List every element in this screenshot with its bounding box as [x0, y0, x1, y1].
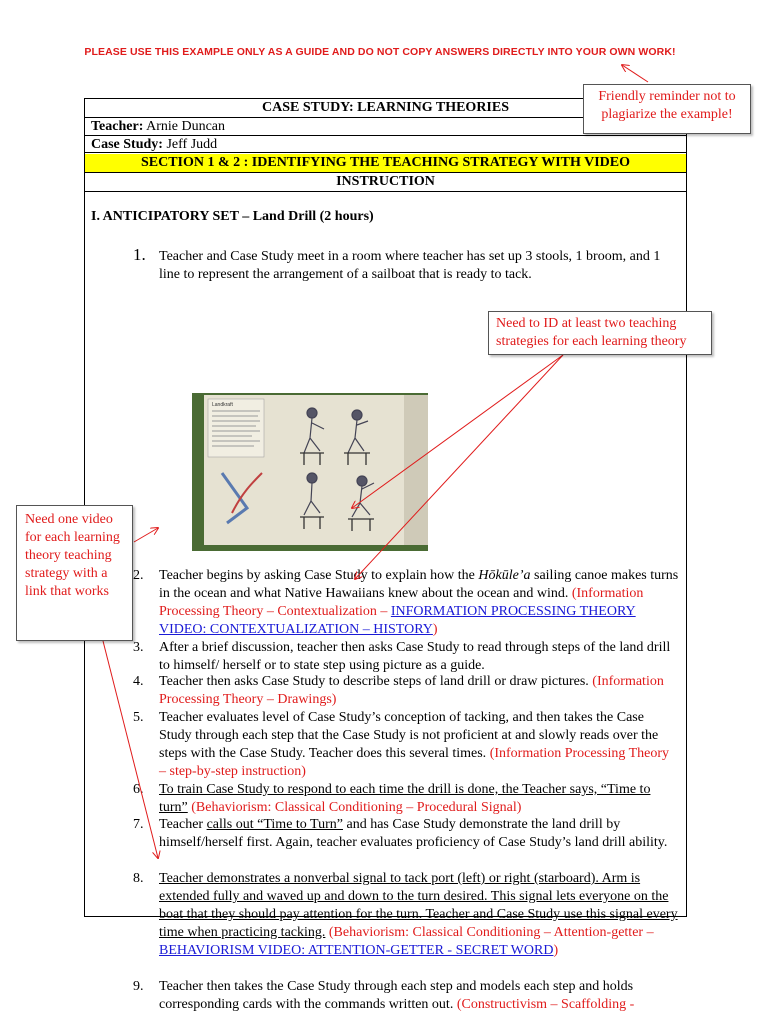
anticipatory-set-heading: I. ANTICIPATORY SET – Land Drill (2 hours) — [91, 209, 374, 224]
content-area: I. ANTICIPATORY SET – Land Drill (2 hours) 1. Teacher and Case Study meet in a room where teacher has set up 3 stools, 1 broom, and 1 line to represent the arrangement of a sailboat that is ready to tack. Landkraft 2. Teacher begins by asking Case Study to explain how the Hōkūle’a sailing canoe makes turns in the ocean and what Native Hawaiians knew about the ocean and wind. (Information Processing Theory – Contextualization – INFORMATION PROCESSING THEORY VIDEO: CONTEXTUALIZATION – HISTORY) 3. After a brief discussion, teacher then asks Case Study to read through steps of the land drill to himself/ herself or to state step using picture as a guide. 4. Teacher then asks Case Study to describe steps of land drill or draw pictures. (Information Processing Theory – Drawings) 5. Teacher evaluates level of Case Study’s conception of tacking, and then takes the Case Study through each step that the Case Study is not proficient at and slowly reads over the steps with the Case Study. Teacher does this several times. (Information Processing Theory – step-by-step instruction) 6. To train Case Study to respond to each time the drill is done, the Teacher says, “Time to turn” (Behaviorism: Classical Conditioning – Procedural Signal) 7. Teacher calls out “Time to Turn” and has Case Study demonstrate the land drill by himself/herself first. Again, teacher evaluates proficiency of Case Study’s land drill ability. 8. Teacher demonstrates a nonverbal signal to tack port (left) or right (starboard). Arm is extended fully and waved up and down to the turn desired. This signal lets everyone on the boat that they should pay attention for the turn. Teacher and Case Study use this signal every time when practicing tacking. (Behaviorism: Classical Conditioning – Attention-getter – BEHAVIORISM VIDEO: ATTENTION-GETTER - SECRET WORD) 9. Teacher then takes the Case Study through each step and models each step and holds corresponding cards with the commands written out. (Constructivism – Scaffolding - — [91, 209, 679, 1012]
section-header: SECTION 1 & 2 : IDENTIFYING THE TEACHING STRATEGY WITH VIDEO — [85, 154, 686, 173]
plagiarism-warning: PLEASE USE THIS EXAMPLE ONLY AS A GUIDE AND DO NOT COPY ANSWERS DIRECTLY INTO YOUR OWN WORK! — [84, 46, 676, 58]
table-title: CASE STUDY: LEARNING THEORIES — [85, 99, 686, 118]
reminder-callout: Friendly reminder not to plagiarize the example! — [583, 84, 751, 134]
behaviorism-video-link[interactable]: BEHAVIORISM VIDEO: ATTENTION-GETTER - SECRET WORD — [159, 943, 554, 958]
case-study-table — [84, 98, 687, 1012]
photo-caption: Landkraft — [212, 402, 233, 408]
info-processing-video-link[interactable]: INFORMATION PROCESSING THEORY VIDEO: CONTEXTUALIZATION – HISTORY — [159, 604, 636, 637]
teacher-label: Teacher: — [91, 119, 144, 134]
instruction-header: INSTRUCTION — [85, 173, 686, 192]
teacher-value: Arnie Duncan — [143, 119, 226, 134]
case-study-row — [85, 137, 686, 153]
case-study-value: Jeff Judd — [162, 137, 218, 152]
need-video-callout: Need one video for each learning theory teaching strategy with a link that works — [16, 505, 133, 641]
case-study-label: Case Study: — [91, 137, 163, 152]
need-id-callout: Need to ID at least two teaching strategies for each learning theory — [488, 311, 712, 355]
land-drill-photo — [192, 393, 428, 551]
